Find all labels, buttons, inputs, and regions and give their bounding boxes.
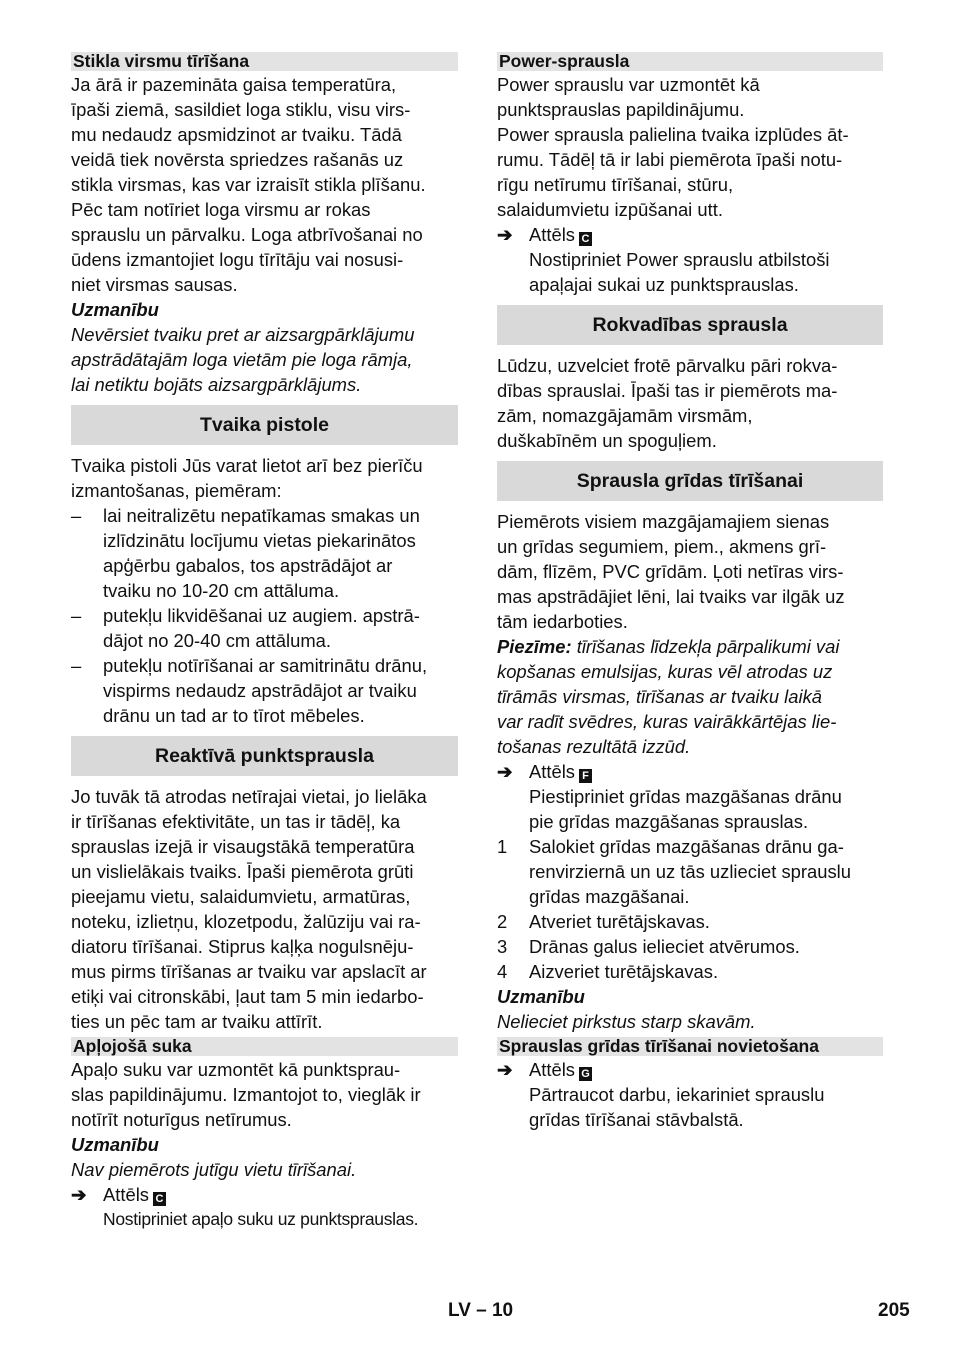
text-line: rumu. Tādēļ tā ir labi piemērota īpaši notu- <box>497 149 843 170</box>
text-line: mus pirms tīrīšanas ar tvaiku var apslacīt ar <box>71 961 427 982</box>
paragraph <box>497 353 883 453</box>
text-line: sprauslu un pārvalku. Loga atbrīvošanai no <box>71 224 423 245</box>
list-item <box>71 503 458 603</box>
dash-bullet: – <box>71 655 82 676</box>
text-line: apstrādātajām loga vietām pie loga rāmja, <box>71 349 413 370</box>
instruction <box>497 784 883 834</box>
numbered-step <box>497 959 883 984</box>
warning-label: Uzmanību <box>71 299 159 320</box>
paragraph <box>71 72 458 297</box>
text-line: Salokiet grīdas mazgāšanas drānu ga- <box>529 836 844 857</box>
text-line: Power sprauslu var uzmontēt kā <box>497 74 760 95</box>
text-line: grīdas tīrīšanai stāvbalstā. <box>529 1109 744 1130</box>
dash-bullet: – <box>71 605 82 626</box>
text-line: punktsprauslas papildinājumu. <box>497 99 745 120</box>
page-number: 205 <box>878 1300 910 1321</box>
numbered-step <box>497 909 883 934</box>
text-line: tošanas rezultātā izzūd. <box>497 736 691 757</box>
text-line: Nostipriniet Power sprauslu atbilstoši <box>529 249 830 270</box>
text-line: etiķi vai citronskābi, ļaut tam 5 min iedarbo- <box>71 986 424 1007</box>
text-line: Nevērsiet tvaiku pret ar aizsargpārklājumu <box>71 324 415 345</box>
text-line: mu nedaudz apsmidzinot ar tvaiku. Tādā <box>71 124 402 145</box>
text-line: niet virsmas sausas. <box>71 274 238 295</box>
paragraph <box>497 72 883 222</box>
text-line: Jo tuvāk tā atrodas netīrajai vietai, jo lielāka <box>71 786 427 807</box>
text-line: Ja ārā ir pazemināta gaisa temperatūra, <box>71 74 397 95</box>
text-line: ties un pēc tam ar tvaiku attīrīt. <box>71 1011 323 1032</box>
text-line: Aizveriet turētājskavas. <box>529 961 719 982</box>
text-line: putekļu notīrīšanai ar samitrinātu drānu, <box>103 655 428 676</box>
text-line: pie grīdas mazgāšanas sprauslas. <box>529 811 809 832</box>
section-heading-box: Tvaika pistole <box>71 405 458 445</box>
arrow-icon: ➔ <box>497 224 513 245</box>
text-line: izlīdzinātu locījumu vietas piekarinātos <box>103 530 416 551</box>
figure-reference <box>497 1057 883 1082</box>
text-line: salaidumvietu izpūšanai utt. <box>497 199 723 220</box>
text-line: pieejamu vietu, salaidumvietu, armatūras, <box>71 886 411 907</box>
text-line: notīrīt noturīgus netīrumus. <box>71 1109 292 1130</box>
warning-text <box>71 322 458 397</box>
text-line: tām iedarboties. <box>497 611 628 632</box>
section-heading: Stikla virsmu tīrīšana <box>71 52 458 71</box>
figure-reference <box>497 759 883 784</box>
paragraph <box>71 1057 458 1132</box>
text-line: rīgu netīrumu tīrīšanai, stūru, <box>497 174 734 195</box>
text-line: ūdens izmantojiet logu tīrītāju vai nosusi- <box>71 249 404 270</box>
figure-label: Attēls <box>529 761 575 782</box>
text-line: lai netiktu bojāts aizsargpārklājums. <box>71 374 362 395</box>
list-item <box>71 653 458 728</box>
text-line: Pēc tam notīriet loga virsmu ar rokas <box>71 199 371 220</box>
figure-letter-icon: G <box>579 1067 592 1081</box>
text-line: renvirziernā un uz tās uzlieciet sprauslu <box>529 861 851 882</box>
paragraph <box>71 784 458 1034</box>
text-line: Tvaika pistoli Jūs varat lietot arī bez pierīču <box>71 455 423 476</box>
text-line: diatoru tīrīšanai. Stiprus kaļķa nogulsnēju- <box>71 936 414 957</box>
text-line: stikla virsmas, kas var izraisīt stikla plīšanu. <box>71 174 426 195</box>
footer-section-label: LV – 10 <box>448 1300 514 1321</box>
note-label: Piezīme: <box>497 636 572 657</box>
section-heading-box: Reaktīvā punktsprausla <box>71 736 458 776</box>
text-line: grīdas mazgāšanai. <box>529 886 690 907</box>
text-line: dājot no 20-40 cm attāluma. <box>103 630 331 651</box>
section-heading-box: Sprausla grīdas tīrīšanai <box>497 461 883 501</box>
section-heading-box: Rokvadības sprausla <box>497 305 883 345</box>
warning-label: Uzmanību <box>71 1134 159 1155</box>
warning-text: Nav piemērots jutīgu vietu tīrīšanai. <box>71 1159 357 1180</box>
arrow-icon: ➔ <box>71 1184 87 1205</box>
text-line: izmantošanas, piemēram: <box>71 480 282 501</box>
text-line: īpaši ziemā, sasildiet loga stiklu, visu virs- <box>71 99 411 120</box>
text-line: tīrāmās virsmas, tīrīšanas ar tvaiku laikā <box>497 686 822 707</box>
text-line: Drānas galus ielieciet atvērumos. <box>529 936 800 957</box>
text-line: tvaiku no 10-20 cm attāluma. <box>103 580 340 601</box>
text-line: Nostipriniet apaļo suku uz punktsprauslas. <box>103 1209 419 1229</box>
text-line: vispirms nedaudz apstrādājot ar tvaiku <box>103 680 417 701</box>
text-line: Atveriet turētājskavas. <box>529 911 710 932</box>
step-number: 1 <box>497 836 508 857</box>
instruction <box>71 1207 458 1232</box>
text-line: apaļajai sukai uz punktsprauslas. <box>529 274 799 295</box>
text-line: apģērbu gabalos, tos apstrādājot ar <box>103 555 393 576</box>
text-line: Piestipriniet grīdas mazgāšanas drānu <box>529 786 842 807</box>
numbered-step <box>497 834 883 909</box>
figure-letter-icon: C <box>153 1192 166 1206</box>
warning-label: Uzmanību <box>497 986 585 1007</box>
section-heading: Apļojošā suka <box>71 1037 458 1056</box>
text-line: lai neitralizētu nepatīkamas smakas un <box>103 505 420 526</box>
text-line: un grīdas segumiem, piem., akmens grī- <box>497 536 827 557</box>
text-line: slas papildinājumu. Izmantojot to, vieglāk ir <box>71 1084 421 1105</box>
section-heading: Sprauslas grīdas tīrīšanai novietošana <box>497 1037 883 1056</box>
text-line: Power sprausla palielina tvaika izplūdes āt- <box>497 124 849 145</box>
instruction <box>497 247 883 297</box>
text-line: veidā tiek novērsta spriedzes rašanās uz <box>71 149 404 170</box>
figure-label: Attēls <box>529 224 575 245</box>
figure-label: Attēls <box>103 1184 149 1205</box>
numbered-step <box>497 934 883 959</box>
arrow-icon: ➔ <box>497 761 513 782</box>
section-heading: Power-sprausla <box>497 52 883 71</box>
text-line: dības sprauslai. Īpaši tas ir piemērots ma- <box>497 380 838 401</box>
text-line: Pārtraucot darbu, iekariniet sprauslu <box>529 1084 825 1105</box>
text-line: duškabīnēm un spoguļiem. <box>497 430 717 451</box>
text-line: drānu un tad ar to tīrot mēbeles. <box>103 705 365 726</box>
figure-letter-icon: C <box>579 232 592 246</box>
text-line: tīrīšanas līdzekļa pārpalikumi vai <box>571 636 840 657</box>
text-line: ir tīrīšanas efektivitāte, un tas ir tādēļ, ka <box>71 811 401 832</box>
text-line: putekļu likvidēšanai uz augiem. apstrā- <box>103 605 420 626</box>
paragraph <box>71 453 458 503</box>
right-column <box>497 52 883 1132</box>
text-line: mas apstrādājiet lēni, lai tvaiks var ilgāk uz <box>497 586 845 607</box>
text-line: zām, nomazgājamām virsmām, <box>497 405 753 426</box>
warning-text: Nelieciet pirkstus starp skavām. <box>497 1011 756 1032</box>
text-line: var radīt svēdres, kuras vairākkārtējas lie- <box>497 711 837 732</box>
arrow-icon: ➔ <box>497 1059 513 1080</box>
paragraph <box>497 509 883 634</box>
text-line: Lūdzu, uzvelciet frotē pārvalku pāri rokva- <box>497 355 838 376</box>
figure-reference <box>71 1182 458 1207</box>
figure-label: Attēls <box>529 1059 575 1080</box>
figure-reference <box>497 222 883 247</box>
figure-letter-icon: F <box>579 769 592 783</box>
step-number: 4 <box>497 961 508 982</box>
text-line: Apaļo suku var uzmontēt kā punktsprau- <box>71 1059 401 1080</box>
list-item <box>71 603 458 653</box>
left-column <box>71 52 458 1232</box>
step-number: 3 <box>497 936 508 957</box>
instruction <box>497 1082 883 1132</box>
step-number: 2 <box>497 911 508 932</box>
note <box>497 634 883 759</box>
text-line: un vislielākais tvaiks. Īpaši piemērota grūti <box>71 861 414 882</box>
text-line: kopšanas emulsijas, kuras vēl atrodas uz <box>497 661 833 682</box>
text-line: dām, flīzēm, PVC grīdām. Ļoti netīras virs- <box>497 561 844 582</box>
text-line: sprauslas izejā ir visaugstākā temperatūra <box>71 836 415 857</box>
text-line: Piemērots visiem mazgājamajiem sienas <box>497 511 830 532</box>
dash-bullet: – <box>71 505 82 526</box>
text-line: noteku, izlietņu, klozetpodu, žalūziju vai ra- <box>71 911 421 932</box>
